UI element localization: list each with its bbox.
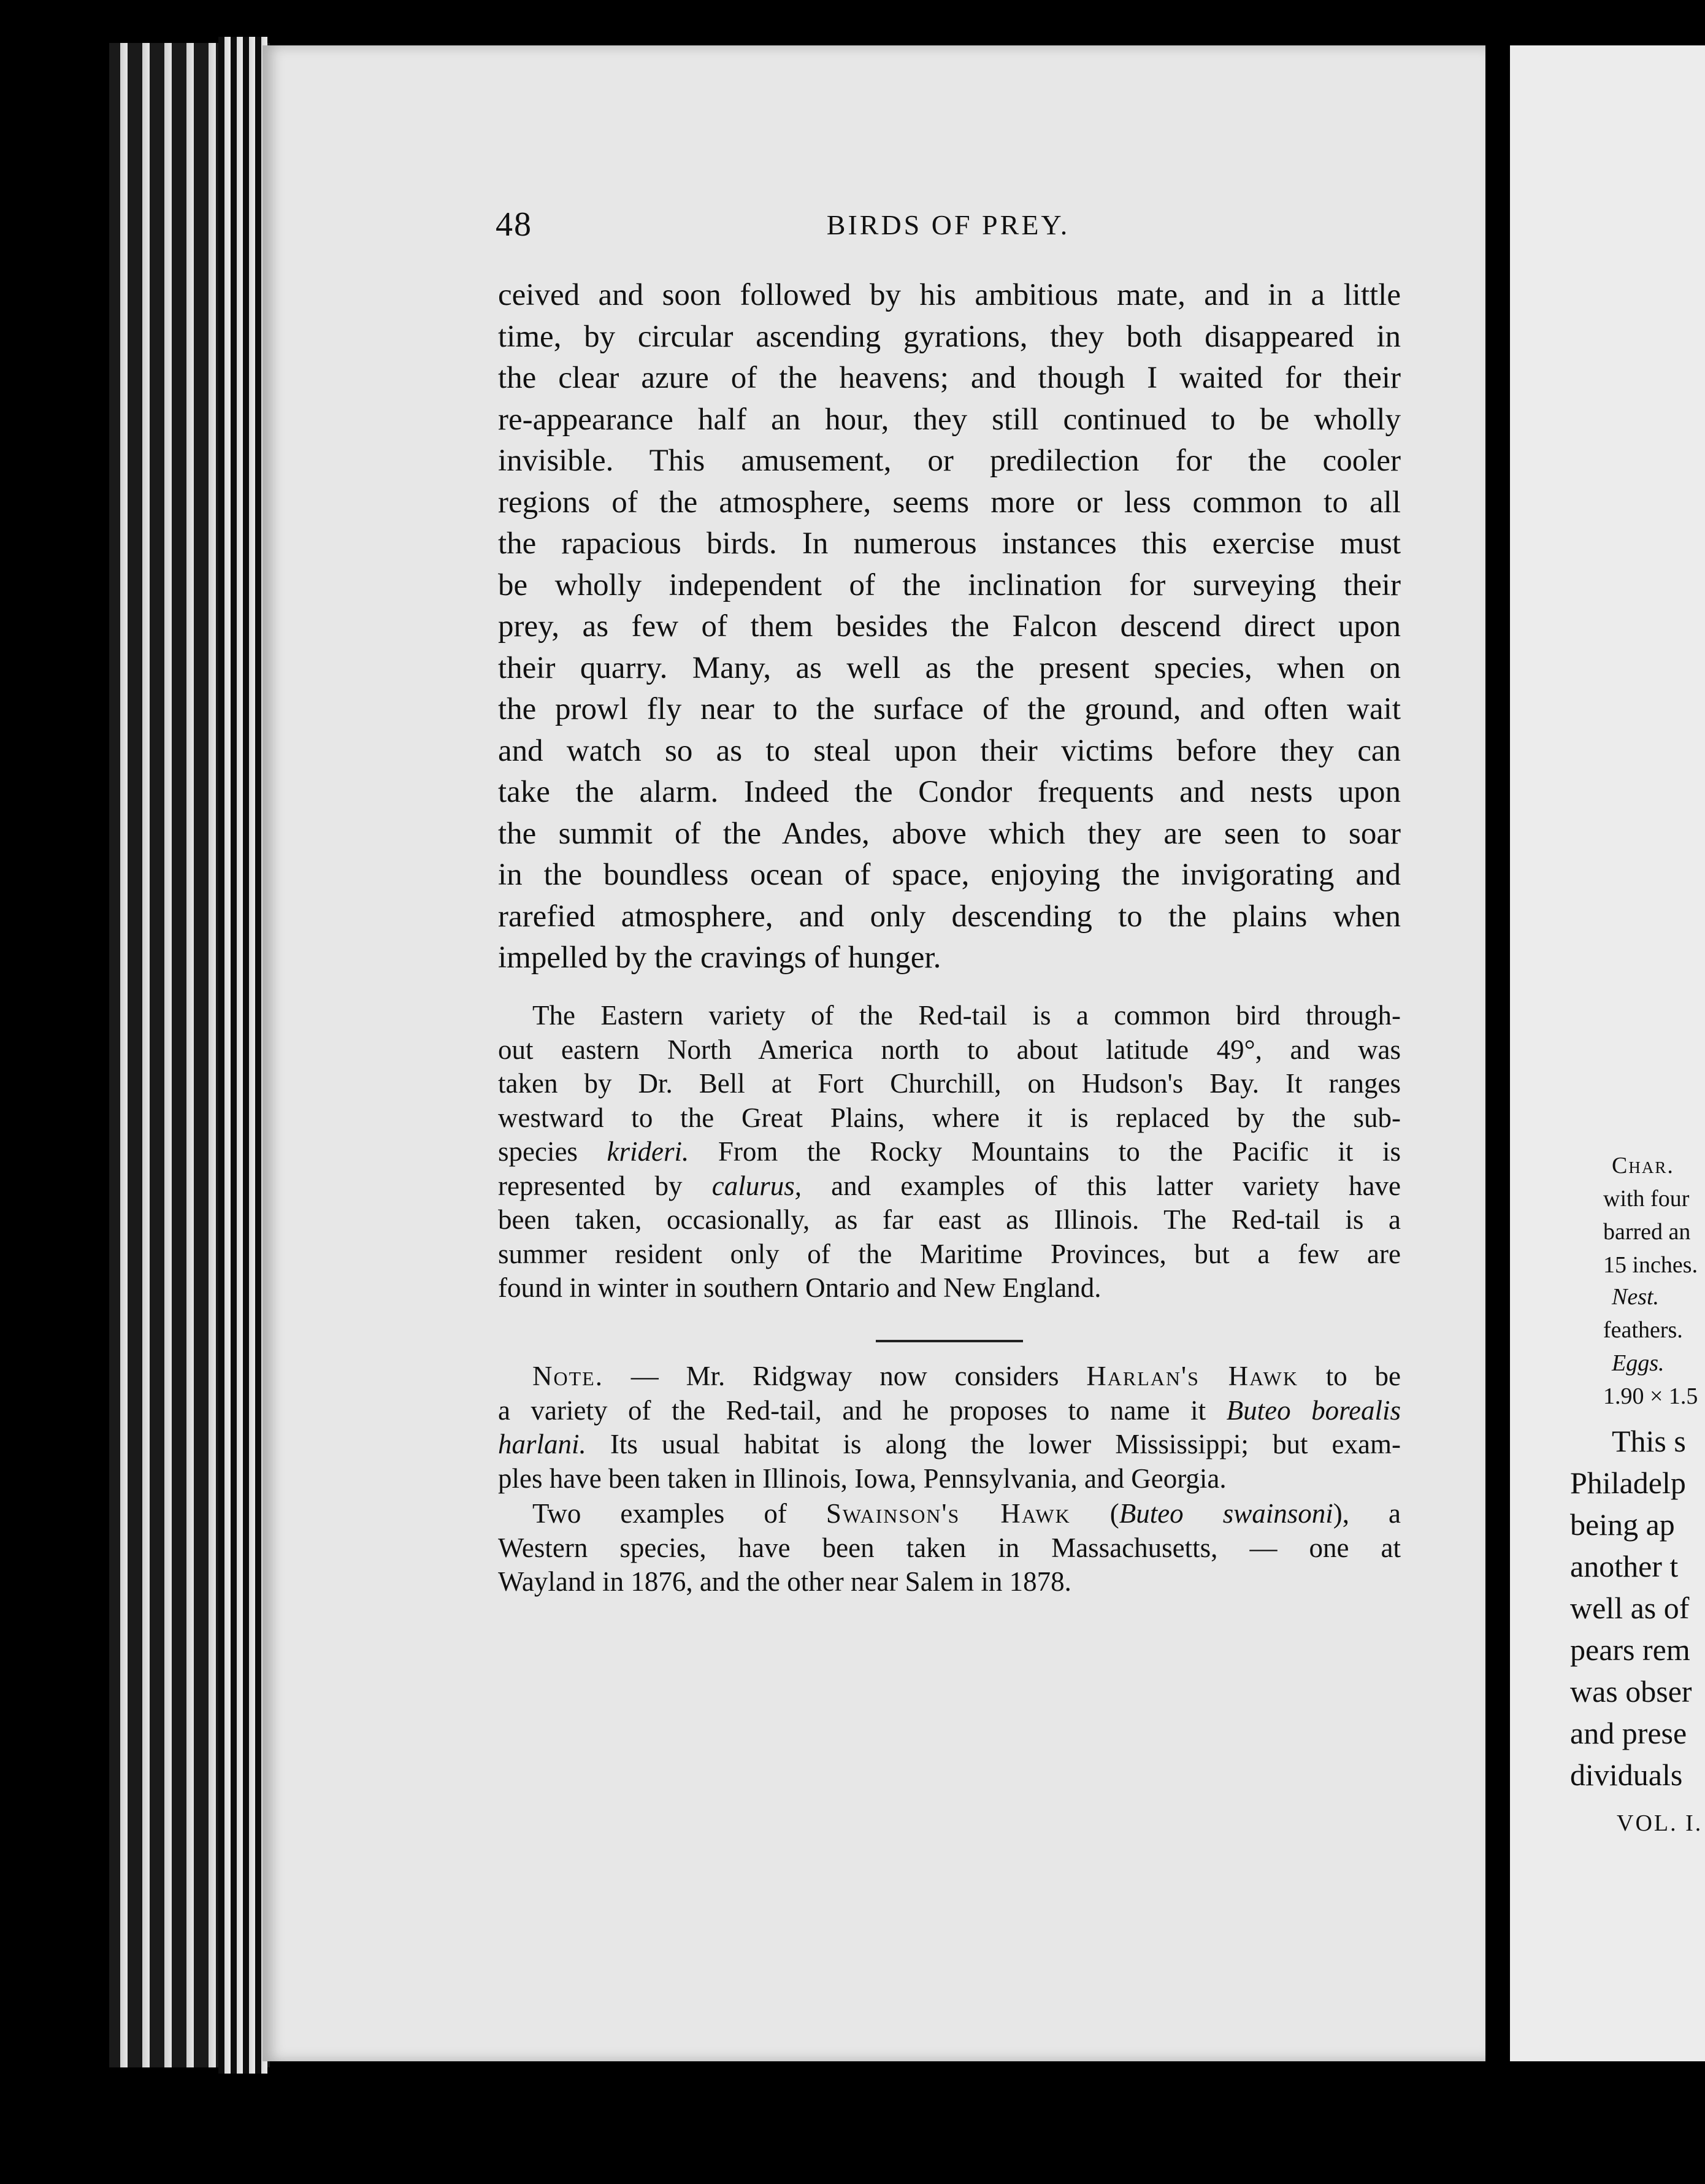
right-page-text: well as of [1570, 1591, 1690, 1625]
text-segment: — Mr. Ridgway now considers [603, 1361, 1087, 1391]
right-page-text: dividuals [1570, 1758, 1683, 1792]
right-page-text: and prese [1570, 1716, 1687, 1750]
species-common-name: Swainson's Hawk [826, 1498, 1071, 1529]
text-line: prey, as few of them besides the Falcon descend direct upon [498, 609, 1401, 644]
text-line: The Eastern variety of the Red-tail is a common bird through- [532, 1000, 1401, 1031]
text-segment: species [498, 1136, 607, 1167]
right-page-text: with four [1603, 1186, 1690, 1212]
text-line: been taken, occasionally, as far east as Illinois. The Red-tail is a [498, 1204, 1401, 1235]
text-line: ples have been taken in Illinois, Iowa, Pennsylvania, and Georgia. [498, 1463, 1227, 1494]
right-page-text: This s [1612, 1424, 1686, 1458]
text-segment: Its usual habitat is along the lower Mississippi; but exam- [586, 1429, 1401, 1459]
species-name: krideri. [607, 1136, 689, 1167]
right-page-text: Nest. [1612, 1284, 1660, 1310]
text-line: re-appearance half an hour, they still continued to be wholly [498, 402, 1401, 437]
note-paragraph [498, 1359, 1401, 1496]
text-line: out eastern North America north to about latitude 49°, and was [498, 1034, 1401, 1065]
text-segment: represented by [498, 1170, 712, 1201]
text-line: westward to the Great Plains, where it is replaced by the sub- [498, 1102, 1401, 1133]
text-line: summer resident only of the Maritime Provinces, but a few are [498, 1238, 1401, 1269]
right-page-text: Char. [1612, 1153, 1674, 1179]
text-segment: Two examples of [532, 1498, 826, 1529]
text-line: their quarry. Many, as well as the present species, when on [498, 650, 1401, 685]
text-segment: and examples of this latter variety have [802, 1170, 1401, 1201]
running-head [496, 205, 1401, 248]
species-common-name: Harlan's Hawk [1086, 1361, 1298, 1391]
text-line: invisible. This amusement, or predilection for the cooler [498, 444, 1401, 478]
running-title: BIRDS OF PREY. [826, 209, 1070, 240]
text-line: be wholly independent of the inclination for surveying their [498, 567, 1401, 602]
text-line: the prowl fly near to the surface of the ground, and often wait [498, 692, 1401, 726]
text-line: impelled by the cravings of hunger. [498, 940, 941, 975]
right-page-text: pears rem [1570, 1632, 1690, 1667]
text-line: the summit of the Andes, above which they are seen to soar [498, 816, 1401, 851]
text-line: Western species, have been taken in Massachusetts, — one at [498, 1532, 1401, 1563]
note-label: Note. [532, 1361, 603, 1391]
paragraph-2 [498, 999, 1401, 1305]
species-name: Buteo swainsoni [1119, 1498, 1333, 1529]
text-line: rarefied atmosphere, and only descending to the plains when [498, 899, 1401, 934]
text-line: the clear azure of the heavens; and though I waited for their [498, 361, 1401, 395]
paragraph-1 [498, 275, 1401, 979]
text-line [498, 1428, 1401, 1462]
right-page-text: being ap [1570, 1507, 1675, 1542]
text-segment: ), a [1333, 1498, 1401, 1529]
text-line [498, 1135, 1401, 1169]
text-line: Wayland in 1876, and the other near Salem in 1878. [498, 1566, 1071, 1597]
right-page-footer: VOL. I. [1617, 1810, 1703, 1836]
text-line [498, 1497, 1401, 1531]
right-page-text: 15 inches. [1603, 1252, 1698, 1278]
note-paragraph-2 [498, 1497, 1401, 1599]
text-line: ceived and soon followed by his ambitious mate, and in a little [498, 278, 1401, 312]
text-line: the rapacious birds. In numerous instances this exercise must [498, 526, 1401, 561]
text-line: regions of the atmosphere, seems more or less common to all [498, 485, 1401, 520]
right-page-text: was obser [1570, 1674, 1692, 1709]
right-page-text: feathers. [1603, 1317, 1683, 1343]
text-line: and watch so as to steal upon their victims before they can [498, 733, 1401, 768]
right-page-text: 1.90 × 1.5 [1603, 1383, 1698, 1409]
text-line [498, 1394, 1401, 1428]
text-line: taken by Dr. Bell at Fort Churchill, on Hudson's Bay. It ranges [498, 1068, 1401, 1099]
right-page-text: Eggs. [1612, 1350, 1665, 1376]
text-line: found in winter in southern Ontario and New England. [498, 1272, 1102, 1303]
text-segment: From the Rocky Mountains to the Pacific it is [689, 1136, 1401, 1167]
species-name: harlani. [498, 1429, 586, 1459]
species-name: calurus, [711, 1170, 802, 1201]
text-line: in the boundless ocean of space, enjoying the invigorating and [498, 858, 1401, 892]
text-segment: to be [1298, 1361, 1401, 1391]
text-line [498, 1359, 1401, 1394]
species-name: Buteo borealis [1226, 1394, 1401, 1426]
section-divider [876, 1340, 1023, 1342]
right-page-text: another t [1570, 1549, 1679, 1583]
right-page-text: barred an [1603, 1219, 1691, 1245]
page-number: 48 [496, 206, 532, 244]
text-line: take the alarm. Indeed the Condor frequents and nests upon [498, 775, 1401, 809]
text-line: time, by circular ascending gyrations, they both disappeared in [498, 319, 1401, 354]
text-segment: ( [1070, 1498, 1119, 1529]
right-page-text: Philadelp [1570, 1466, 1686, 1500]
text-line [498, 1169, 1401, 1204]
text-segment: a variety of the Red-tail, and he proposes to name it [498, 1394, 1227, 1426]
book-page-edges-inner [218, 37, 267, 2074]
